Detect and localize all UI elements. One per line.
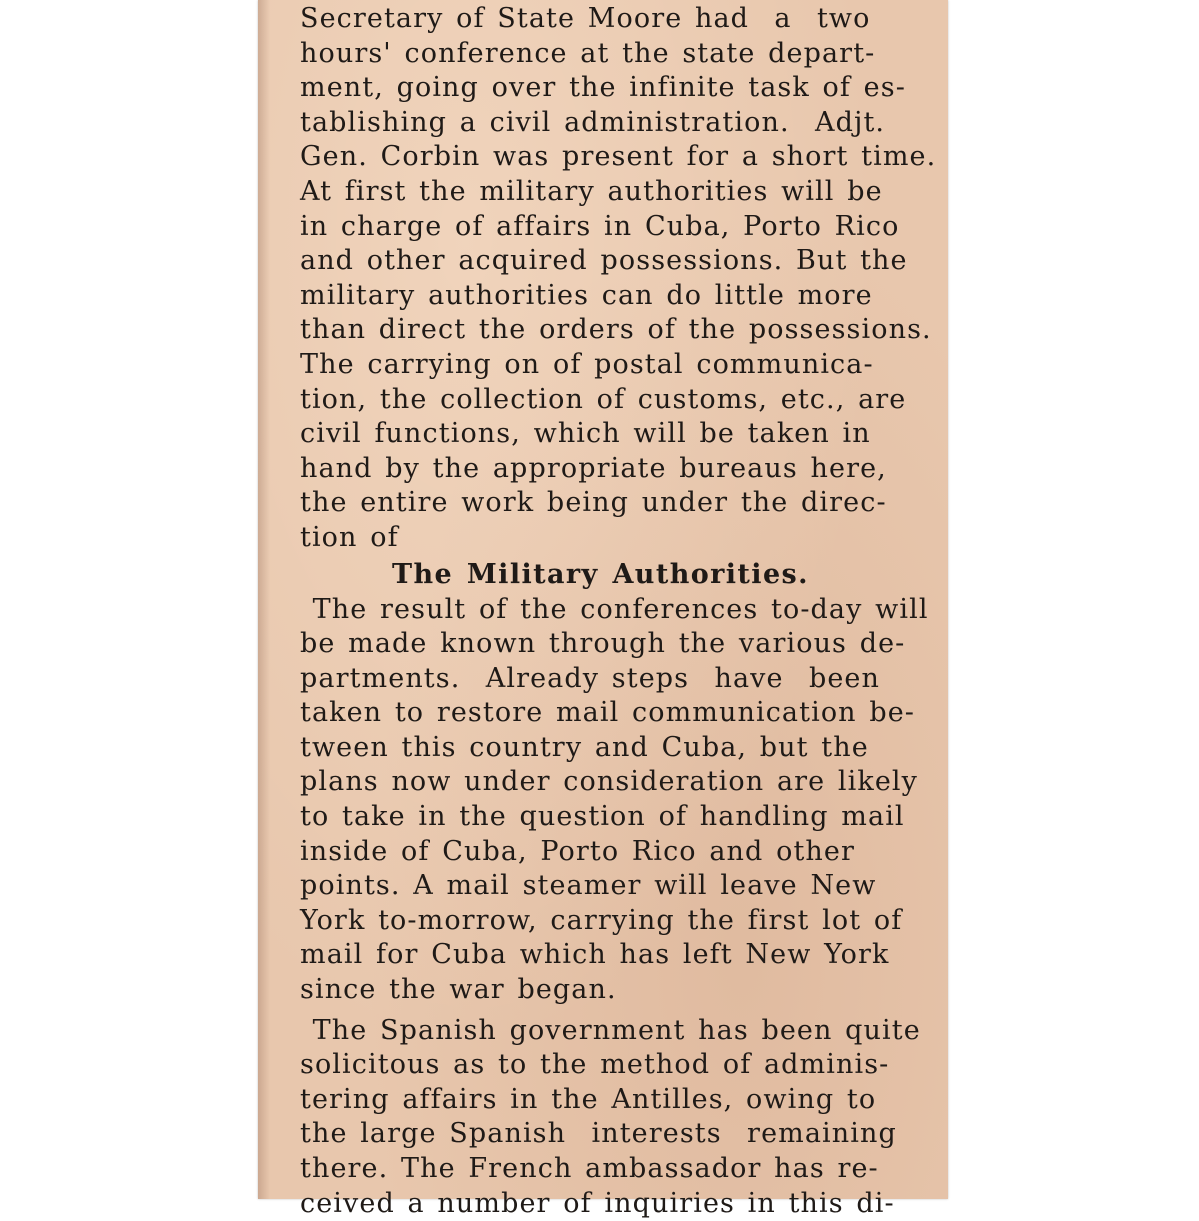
article-column <box>300 2 960 1221</box>
text-line: points. A mail steamer will leave New <box>300 870 877 902</box>
text-line: ceived a number of inquiries in this di- <box>300 1187 895 1219</box>
text-line: tion, the collection of customs, etc., are <box>300 383 907 415</box>
text-line: the large Spanish interests remaining <box>300 1118 897 1150</box>
text-line: tion of <box>300 521 399 553</box>
text-line: the entire work being under the direc- <box>300 487 887 519</box>
text-line: mail for Cuba which has left New York <box>300 939 890 971</box>
section-heading: The Military Authorities. <box>392 558 809 590</box>
text-line: York to-morrow, carrying the first lot of <box>300 904 903 936</box>
text-line: plans now under consideration are likely <box>300 766 919 798</box>
text-line: civil functions, which will be taken in <box>300 418 871 450</box>
paragraph-3 <box>300 1014 960 1221</box>
text-line: tablishing a civil administration. Adjt. <box>300 106 886 138</box>
paragraph-2 <box>300 593 960 1008</box>
text-line: ment, going over the infinite task of es- <box>300 72 906 104</box>
text-line: The carrying on of postal communica- <box>300 348 874 380</box>
text-line: and other acquired possessions. But the <box>300 245 908 277</box>
text-line: hand by the appropriate bureaus here, <box>300 452 887 484</box>
text-line: there. The French ambassador has re- <box>300 1153 879 1184</box>
text-line: solicitous as to the method of adminis- <box>300 1049 890 1081</box>
text-line: The result of the conferences to-day will <box>300 593 929 625</box>
text-line: The Spanish government has been quite <box>300 1014 921 1046</box>
text-line: than direct the orders of the possessions. <box>300 314 932 346</box>
text-line: Gen. Corbin was present for a short time. <box>300 141 937 173</box>
text-line: tween this country and Cuba, but the <box>300 731 869 763</box>
text-line: tering affairs in the Antilles, owing to <box>300 1083 877 1115</box>
text-line: partments. Already steps have been <box>300 662 880 694</box>
text-line: to take in the question of handling mail <box>300 801 905 833</box>
text-line: taken to restore mail communication be- <box>300 697 916 729</box>
text-line: Secretary of State Moore had a two <box>300 3 871 34</box>
text-line: hours' conference at the state depart- <box>300 37 876 69</box>
text-line: military authorities can do little more <box>300 279 873 311</box>
paragraph-1 <box>300 2 960 556</box>
text-line: inside of Cuba, Porto Rico and other <box>300 835 855 867</box>
text-line: be made known through the various de- <box>300 628 906 660</box>
text-line: in charge of affairs in Cuba, Porto Rico <box>300 210 900 242</box>
text-line: At first the military authorities will be <box>300 175 883 207</box>
newspaper-clipping <box>258 0 948 1219</box>
text-line: since the war began. <box>300 974 617 1006</box>
